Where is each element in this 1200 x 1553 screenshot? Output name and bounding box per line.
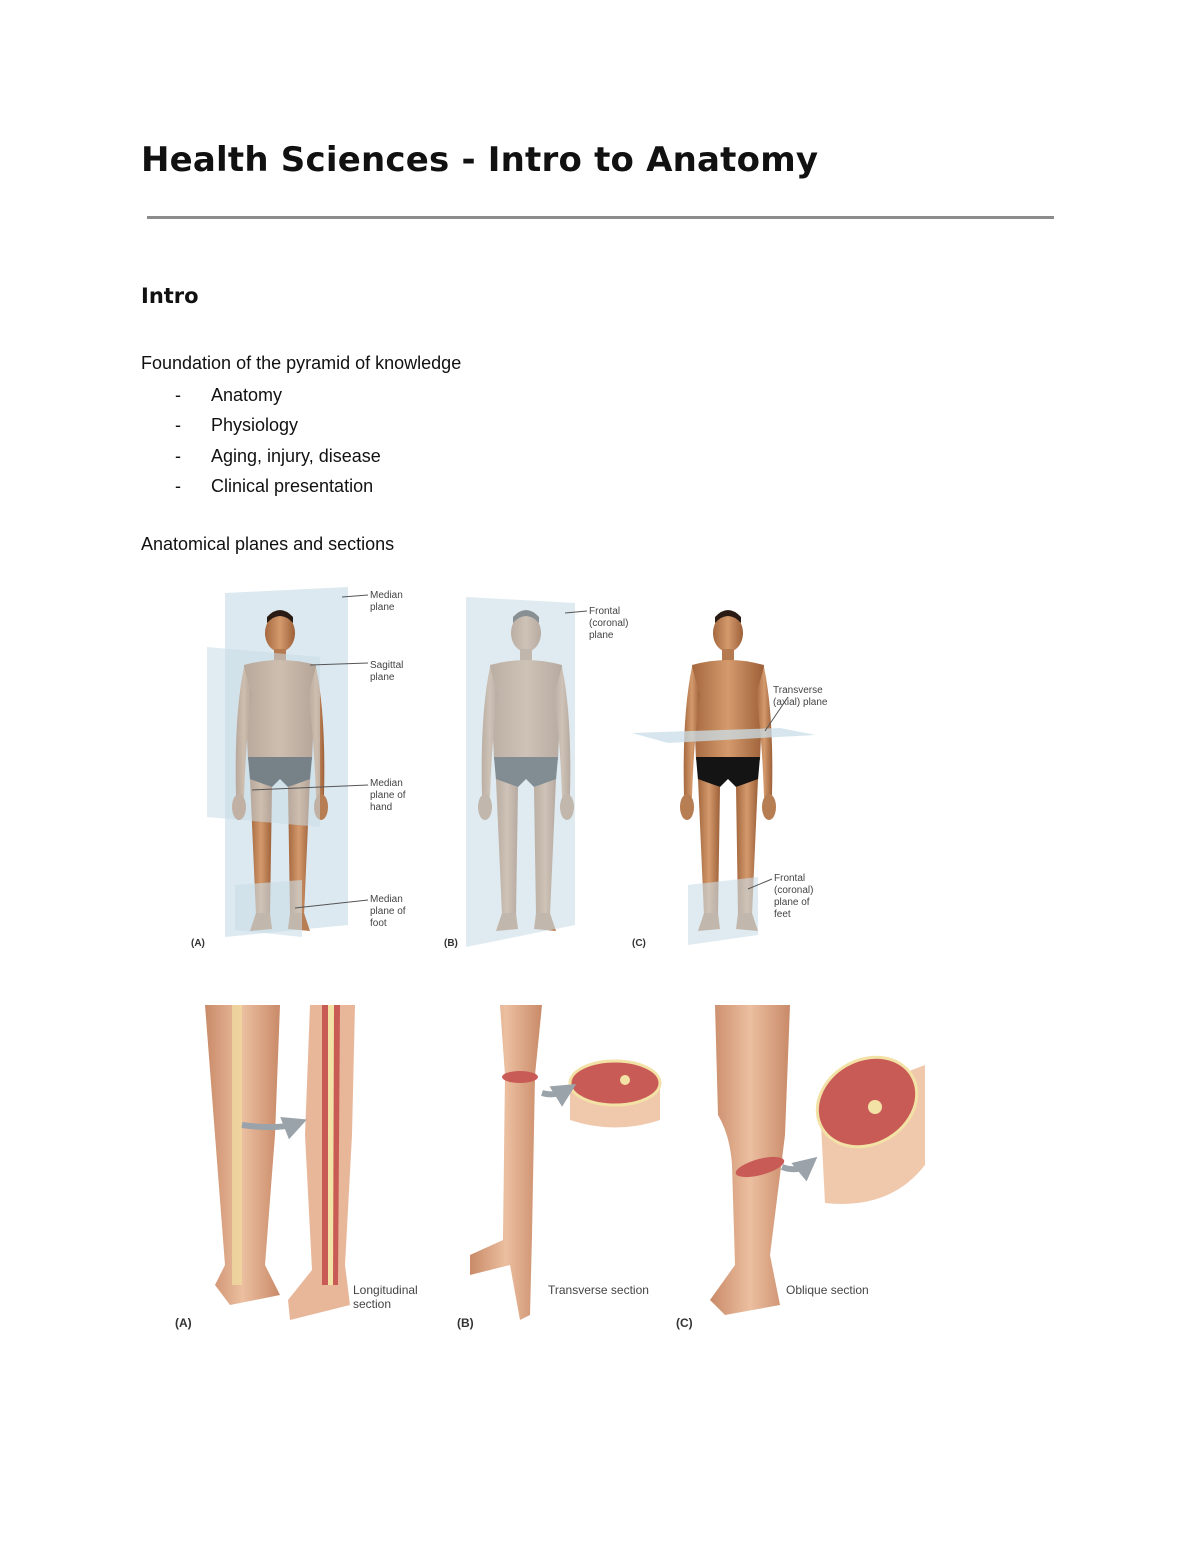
bullet-dash: -: [175, 415, 181, 436]
bullet-dash: -: [175, 475, 181, 496]
label-median-plane-hand: Median plane of hand: [370, 778, 406, 813]
list-item-text: Aging, injury, disease: [211, 445, 381, 466]
label-transverse-section: Transverse section: [548, 1283, 649, 1297]
list-item: [141, 472, 381, 502]
label-median-plane-foot: Median plane of foot: [370, 894, 406, 929]
anatomical-sections-figure: [170, 985, 950, 1345]
panel-label-a: (A): [191, 938, 205, 949]
panel-b-figure: [466, 597, 587, 947]
title-divider: [147, 216, 1054, 219]
bullet-dash: -: [175, 385, 181, 405]
label-frontal-plane: Frontal (coronal) plane: [589, 606, 629, 641]
label-sagittal-plane: Sagittal plane: [370, 660, 404, 683]
label-oblique-section: Oblique section: [786, 1283, 869, 1297]
foot-plane-shape: [235, 880, 302, 937]
frontal-plane-shape: [466, 597, 575, 947]
panel-label-c: (C): [676, 1316, 693, 1330]
panel-a-figure: [207, 587, 368, 937]
panel-label-b: (B): [457, 1316, 474, 1330]
transverse-section-illustration: [470, 1005, 660, 1320]
panel-label-c: (C): [632, 938, 646, 949]
oblique-section-illustration: [710, 1005, 933, 1315]
panel-label-b: (B): [444, 938, 458, 949]
list-item-text: Anatomy: [211, 385, 283, 405]
section-heading: Intro: [141, 284, 199, 308]
label-transverse-plane: Transverse (axial) plane: [773, 685, 828, 708]
planes-caption: Anatomical planes and sections: [141, 534, 395, 554]
panel-label-a: (A): [175, 1316, 192, 1330]
feet-plane-shape: [688, 877, 758, 945]
list-item: [141, 411, 381, 441]
list-item-text: Physiology: [211, 415, 299, 436]
anatomical-planes-figure: [180, 585, 840, 955]
list-item: [141, 381, 381, 411]
sagittal-plane-shape: [207, 647, 320, 827]
label-median-plane: Median plane: [370, 590, 403, 613]
intro-text: Foundation of the pyramid of knowledge: [141, 353, 462, 373]
list-item-text: Clinical presentation: [211, 475, 374, 496]
label-longitudinal-section: Longitudinal section: [353, 1283, 418, 1311]
knowledge-list: [141, 381, 381, 502]
longitudinal-section-illustration: [205, 1005, 355, 1320]
label-frontal-plane-feet: Frontal (coronal) plane of feet: [774, 873, 814, 920]
document-title: Health Sciences - Intro to Anatomy: [141, 140, 819, 180]
list-item: [141, 442, 381, 472]
bullet-dash: -: [175, 445, 181, 466]
